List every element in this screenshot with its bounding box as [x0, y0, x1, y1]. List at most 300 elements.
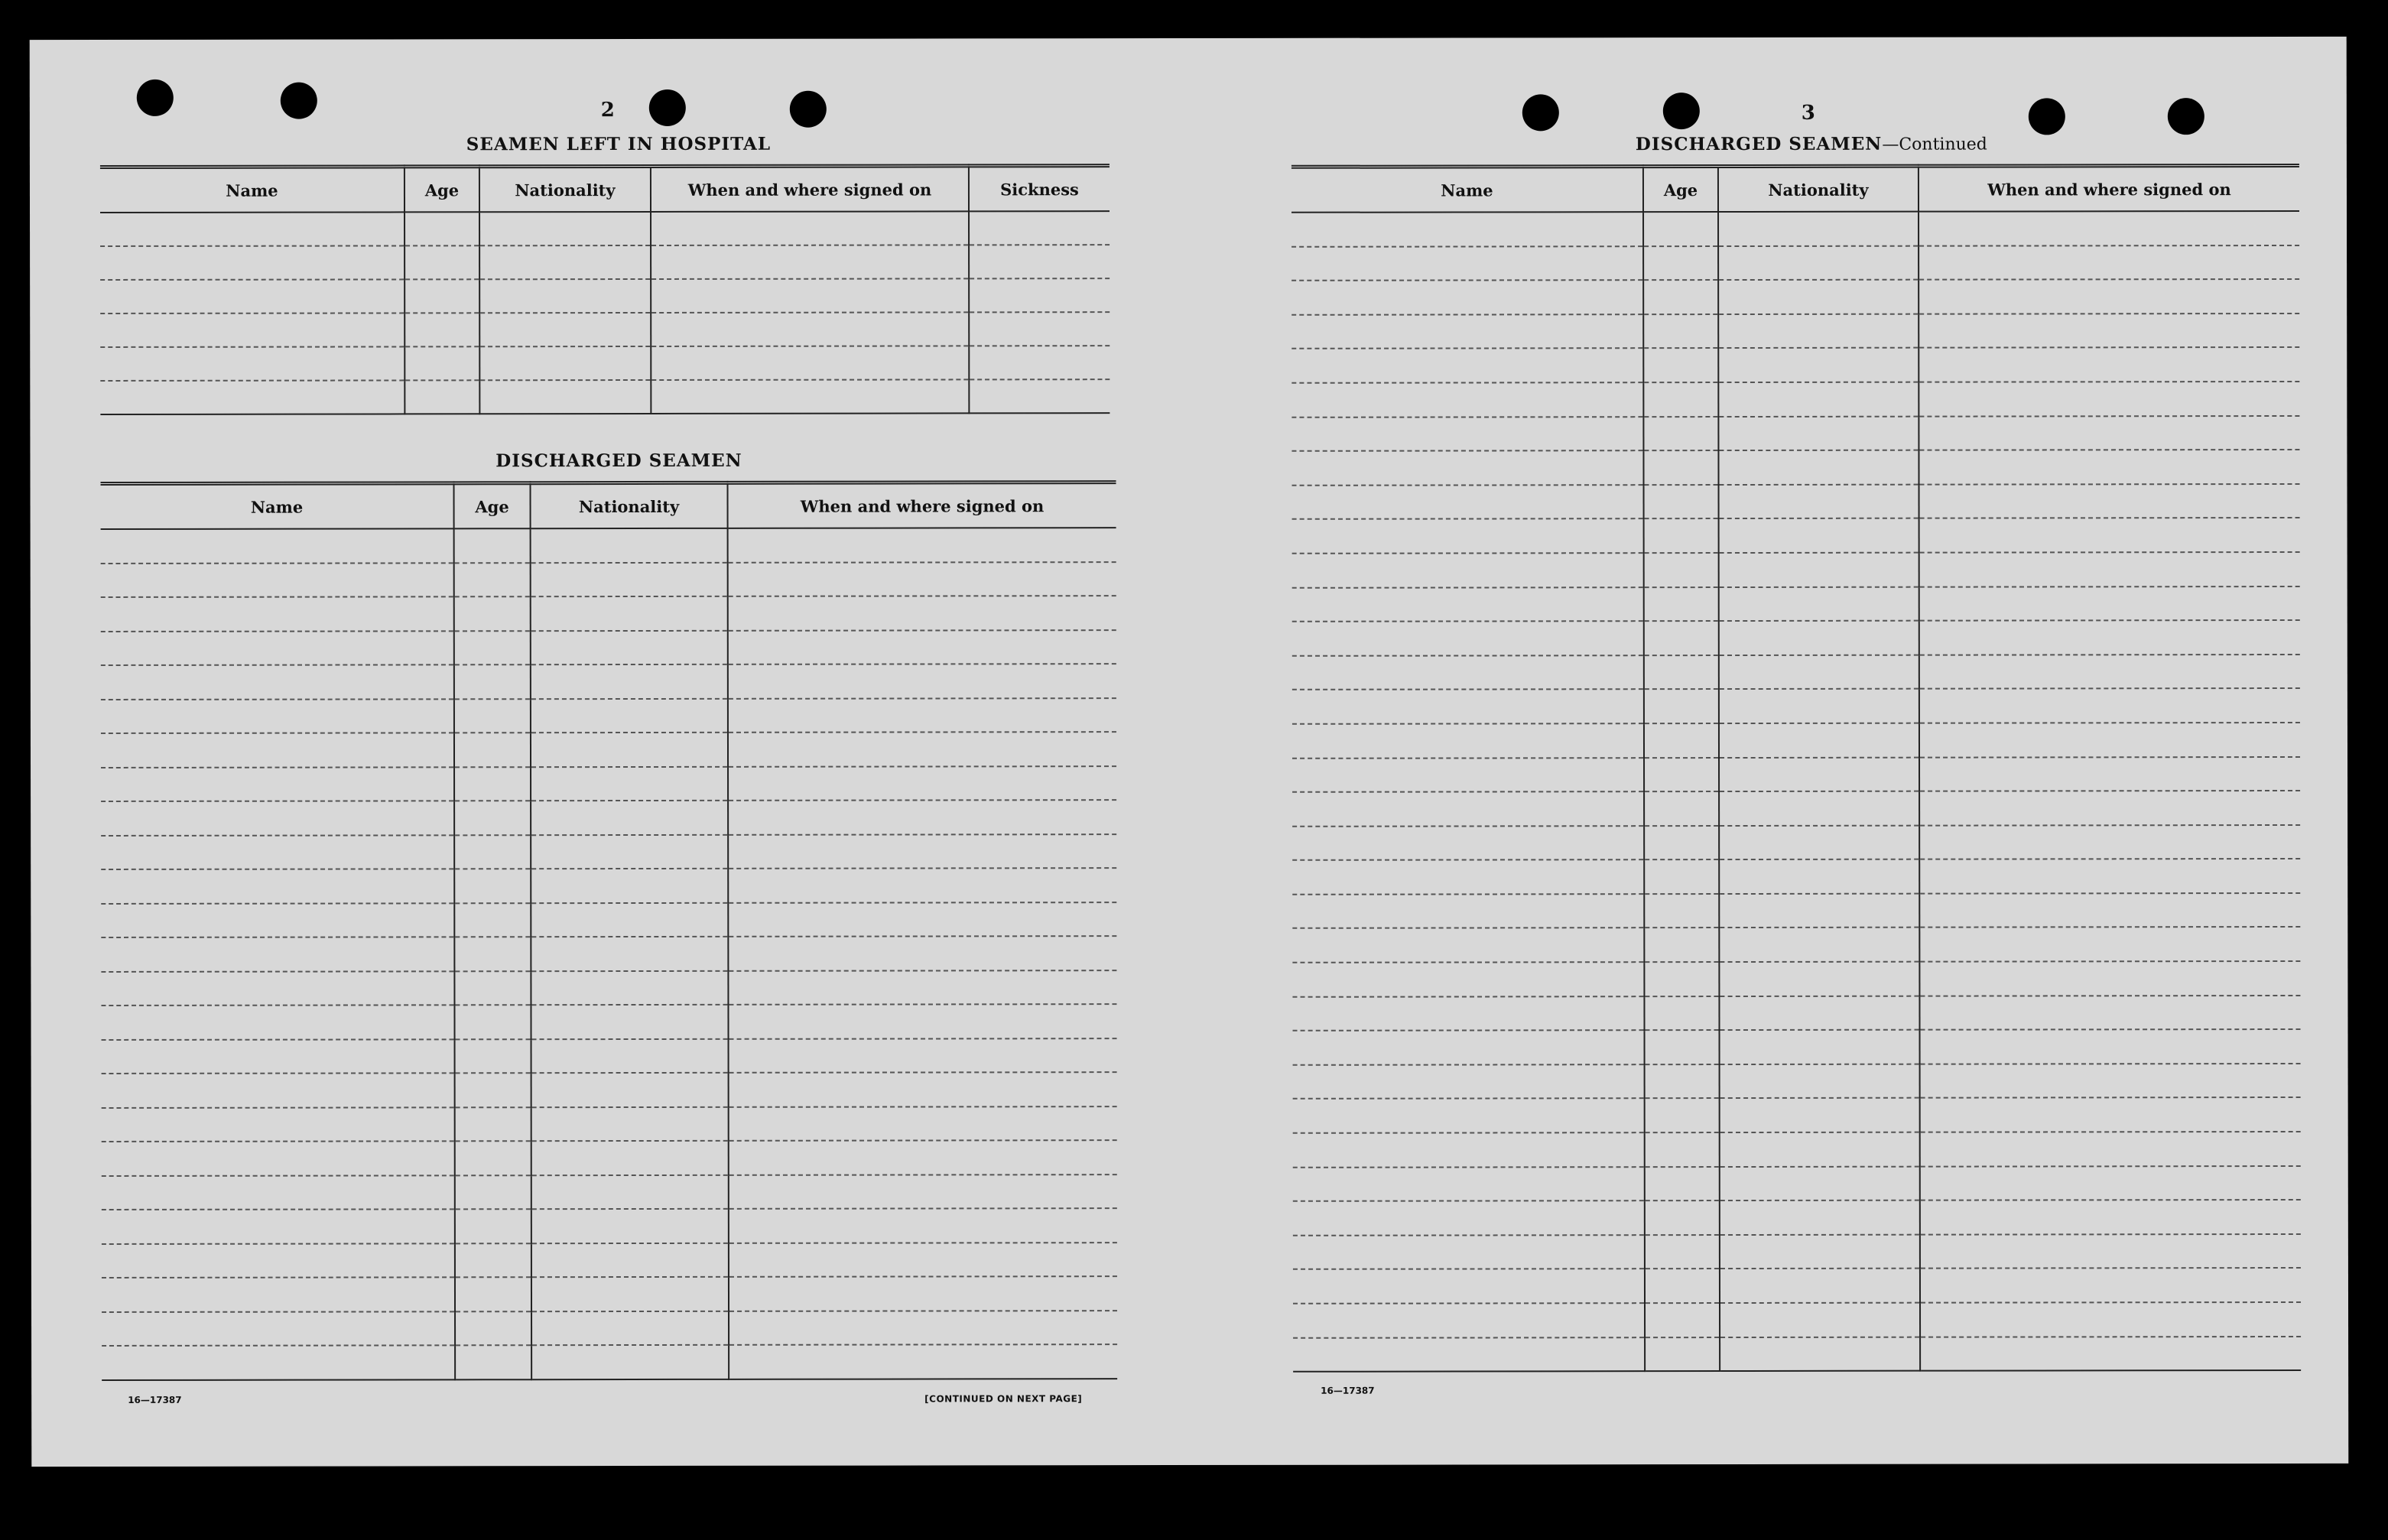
table-row	[102, 1140, 1117, 1175]
table-row	[101, 528, 1116, 563]
blank-cell	[531, 1243, 729, 1277]
blank-cell	[651, 245, 969, 279]
blank-cell	[1919, 484, 2300, 518]
blank-cell	[454, 528, 531, 563]
blank-cell	[1719, 825, 1919, 859]
blank-cell	[969, 346, 1110, 379]
blank-cell	[728, 596, 1116, 630]
blank-cell	[1719, 553, 1919, 587]
blank-cell	[1644, 518, 1719, 553]
blank-cell	[1919, 416, 2299, 450]
table-row	[1291, 416, 2299, 451]
blank-cell	[102, 1277, 455, 1311]
blank-cell	[454, 937, 531, 971]
blank-cell	[1645, 1030, 1720, 1064]
blank-cell	[1719, 484, 1919, 518]
blank-cell	[531, 1345, 729, 1379]
table-row	[101, 834, 1116, 869]
blank-cell	[1292, 723, 1644, 758]
table-row	[101, 698, 1116, 733]
table-row	[1292, 756, 2300, 791]
blank-cell	[100, 212, 404, 246]
blank-cell	[101, 767, 454, 801]
blank-cell	[1719, 518, 1919, 553]
table-row	[1292, 518, 2300, 553]
blank-cell	[531, 834, 728, 869]
blank-cell	[1719, 689, 1919, 723]
column-header-age: Age	[404, 167, 479, 213]
table-row	[102, 1276, 1117, 1311]
table-row	[1291, 279, 2299, 314]
blank-cell	[1719, 791, 1919, 826]
blank-cell	[101, 835, 454, 869]
blank-cell	[728, 868, 1116, 902]
blank-cell	[100, 380, 404, 414]
blank-cell	[1720, 1064, 1920, 1099]
blank-cell	[1293, 1269, 1645, 1304]
table-row	[1291, 314, 2299, 349]
blank-cell	[1644, 553, 1719, 587]
blank-cell	[1919, 211, 2299, 245]
blank-cell	[101, 631, 454, 665]
table-header-row	[1291, 165, 2299, 212]
blank-cell	[455, 1073, 531, 1107]
blank-cell	[1291, 349, 1643, 383]
table-row	[1292, 552, 2300, 587]
table-row	[101, 732, 1116, 767]
blank-cell	[1718, 450, 1919, 485]
blank-cell	[1919, 279, 2299, 314]
column-header-signed-on: When and where signed on	[651, 166, 969, 212]
blank-cell	[969, 312, 1110, 346]
blank-cell	[1719, 621, 1919, 655]
table-row	[102, 1344, 1117, 1379]
blank-cell	[1919, 382, 2299, 416]
blank-cell	[1920, 1200, 2301, 1234]
blank-cell	[455, 1277, 531, 1311]
table-row	[101, 562, 1116, 597]
blank-cell	[1643, 417, 1718, 451]
blank-cell	[1719, 586, 1919, 621]
blank-cell	[1919, 552, 2300, 586]
blank-cell	[531, 1277, 729, 1311]
blank-cell	[1644, 621, 1719, 655]
blank-cell	[1919, 655, 2300, 689]
blank-cell	[1919, 723, 2300, 757]
blank-cell	[455, 1209, 531, 1243]
column-header-sickness: Sickness	[969, 166, 1110, 212]
blank-cell	[969, 278, 1110, 312]
blank-cell	[455, 1345, 531, 1379]
blank-cell	[1719, 757, 1919, 791]
blank-cell	[101, 699, 454, 733]
blank-cell	[404, 212, 479, 245]
blank-cell	[728, 936, 1116, 970]
blank-cell	[651, 312, 969, 346]
blank-cell	[729, 1243, 1117, 1277]
form-code: 16—17387	[128, 1394, 182, 1405]
blank-cell	[531, 562, 728, 596]
title-suffix: —Continued	[1882, 135, 1987, 154]
blank-cell	[728, 834, 1116, 869]
blank-cell	[1919, 245, 2299, 280]
table-row	[102, 1106, 1117, 1142]
blank-cell	[531, 801, 728, 835]
table-row	[101, 868, 1116, 903]
table-row	[100, 346, 1110, 381]
blank-cell	[479, 313, 651, 346]
blank-cell	[1644, 826, 1719, 860]
blank-cell	[1919, 961, 2300, 996]
blank-cell	[1919, 314, 2299, 348]
table-row	[1293, 1234, 2301, 1269]
blank-cell	[1292, 655, 1644, 690]
column-header-signed-on: When and where signed on	[728, 482, 1116, 528]
blank-cell	[1920, 1132, 2301, 1166]
blank-cell	[1293, 1200, 1645, 1235]
column-header-name: Name	[1291, 167, 1643, 213]
table-header-row	[101, 482, 1116, 529]
blank-cell	[1292, 791, 1644, 826]
blank-cell	[651, 379, 969, 414]
table-row	[1292, 825, 2300, 860]
blank-cell	[1720, 1132, 1920, 1167]
blank-cell	[404, 313, 479, 346]
blank-cell	[1643, 314, 1718, 349]
blank-cell	[479, 380, 651, 414]
blank-cell	[454, 733, 531, 767]
blank-cell	[479, 245, 651, 279]
blank-cell	[1644, 758, 1719, 792]
blank-cell	[1645, 1337, 1720, 1372]
blank-cell	[728, 766, 1116, 801]
table-row	[101, 630, 1116, 665]
table-row	[101, 766, 1116, 801]
blank-cell	[1720, 1234, 1920, 1269]
discharged-section-title	[1574, 133, 2048, 154]
table-row	[101, 800, 1116, 835]
table-row	[1292, 655, 2300, 690]
table-row	[1292, 586, 2300, 622]
blank-cell	[728, 800, 1116, 834]
blank-cell	[969, 245, 1110, 278]
table-row	[1293, 1200, 2301, 1235]
blank-cell	[531, 970, 728, 1005]
blank-cell	[1920, 1234, 2301, 1269]
blank-cell	[1293, 1303, 1645, 1337]
column-header-nationality: Nationality	[479, 166, 651, 212]
table-row	[1292, 620, 2300, 655]
table-row	[1293, 1166, 2301, 1201]
blank-cell	[1292, 894, 1644, 928]
blank-cell	[1293, 1132, 1645, 1167]
blank-cell	[531, 902, 728, 937]
blank-cell	[531, 1005, 728, 1039]
blank-cell	[1718, 348, 1919, 382]
blank-cell	[1644, 894, 1719, 928]
blank-cell	[531, 1038, 729, 1073]
blank-cell	[1719, 655, 1919, 689]
blank-cell	[454, 835, 531, 869]
page-number: 3	[1801, 101, 1815, 125]
blank-cell	[1645, 1132, 1720, 1167]
blank-cell	[1919, 586, 2300, 621]
blank-cell	[1718, 212, 1919, 246]
blank-cell	[728, 970, 1116, 1005]
blank-cell	[729, 1072, 1117, 1106]
table-row	[101, 596, 1116, 631]
blank-cell	[100, 313, 404, 347]
blank-cell	[101, 528, 454, 563]
blank-cell	[1293, 1235, 1645, 1269]
blank-cell	[1643, 348, 1718, 382]
blank-cell	[1293, 1064, 1645, 1099]
blank-cell	[1919, 347, 2299, 382]
blank-cell	[454, 767, 531, 801]
blank-cell	[101, 563, 454, 597]
blank-cell	[1718, 416, 1919, 450]
table-row	[102, 1208, 1117, 1243]
blank-cell	[455, 1243, 531, 1278]
blank-cell	[454, 563, 531, 597]
blank-cell	[969, 211, 1110, 245]
blank-cell	[1292, 621, 1644, 655]
table-row	[1293, 1097, 2301, 1132]
blank-cell	[1292, 758, 1644, 792]
blank-cell	[454, 664, 531, 699]
blank-cell	[102, 1141, 455, 1175]
blank-cell	[729, 1106, 1117, 1141]
blank-cell	[101, 903, 454, 937]
blank-cell	[728, 698, 1116, 733]
blank-cell	[728, 562, 1116, 596]
blank-cell	[531, 1073, 729, 1107]
blank-cell	[1920, 1097, 2301, 1132]
discharged-table-continued	[1291, 164, 2301, 1373]
blank-cell	[1293, 1099, 1645, 1133]
blank-cell	[1644, 689, 1719, 723]
blank-cell	[1720, 1269, 1920, 1303]
blank-cell	[1291, 280, 1643, 314]
blank-cell	[1292, 962, 1644, 996]
blank-cell	[1644, 962, 1719, 996]
blank-cell	[102, 1175, 455, 1210]
table-row	[100, 278, 1110, 314]
table-row	[1293, 1302, 2301, 1337]
blank-cell	[1920, 1337, 2301, 1371]
table-row	[101, 664, 1116, 699]
table-row	[1293, 1064, 2301, 1099]
column-header-nationality: Nationality	[531, 482, 728, 528]
blank-cell	[101, 596, 454, 631]
discharged-table	[101, 480, 1118, 1380]
blank-cell	[1719, 962, 1919, 996]
table-row	[102, 1243, 1117, 1278]
blank-cell	[1719, 928, 1919, 962]
blank-cell	[1291, 450, 1643, 485]
blank-cell	[1720, 1303, 1920, 1337]
blank-cell	[454, 631, 531, 665]
blank-cell	[1292, 859, 1644, 894]
table-row	[1292, 791, 2300, 826]
blank-cell	[1292, 553, 1644, 587]
table-row	[1293, 1029, 2301, 1064]
blank-cell	[1920, 1166, 2301, 1200]
blank-cell	[1293, 1030, 1645, 1064]
continued-note: [CONTINUED ON NEXT PAGE]	[924, 1393, 1083, 1405]
blank-cell	[729, 1140, 1117, 1174]
page-number: 2	[600, 99, 615, 122]
blank-cell	[729, 1344, 1117, 1379]
table-row	[1292, 484, 2300, 519]
table-row	[1291, 347, 2299, 382]
blank-cell	[454, 699, 531, 733]
blank-cell	[1720, 1098, 1920, 1132]
blank-cell	[479, 346, 651, 380]
blank-cell	[728, 528, 1116, 562]
blank-cell	[102, 1107, 455, 1142]
table-row	[102, 1038, 1117, 1074]
table-row	[1292, 688, 2300, 723]
blank-cell	[1643, 280, 1718, 314]
blank-cell	[1292, 826, 1644, 860]
table-row	[100, 211, 1110, 246]
blank-cell	[1644, 996, 1719, 1031]
blank-cell	[454, 903, 531, 937]
blank-cell	[729, 1311, 1117, 1345]
blank-cell	[1291, 246, 1643, 281]
table-row	[1292, 723, 2300, 758]
blank-cell	[455, 1107, 531, 1142]
blank-cell	[1293, 1337, 1645, 1372]
blank-cell	[1644, 859, 1719, 894]
table-row	[1291, 450, 2299, 485]
table-row	[1293, 1132, 2301, 1167]
blank-cell	[1919, 893, 2300, 928]
blank-cell	[102, 1039, 455, 1074]
blank-cell	[101, 801, 454, 835]
table-row	[102, 1174, 1117, 1210]
blank-cell	[1291, 382, 1643, 417]
column-header-age: Age	[454, 483, 531, 529]
column-header-signed-on: When and where signed on	[1919, 165, 2299, 211]
blank-cell	[531, 733, 728, 767]
table-row	[1292, 893, 2300, 928]
blank-cell	[728, 902, 1116, 937]
blank-cell	[1644, 655, 1719, 690]
table-header-row	[100, 166, 1110, 213]
blank-cell	[651, 278, 969, 313]
table-row	[102, 1311, 1117, 1346]
blank-cell	[1919, 450, 2299, 484]
table-row	[102, 1072, 1117, 1107]
table-row	[1292, 859, 2300, 894]
blank-cell	[100, 346, 404, 381]
blank-cell	[1644, 928, 1719, 963]
blank-cell	[1718, 245, 1919, 280]
blank-cell	[1720, 1337, 1920, 1371]
blank-cell	[1643, 450, 1718, 485]
table-row	[1292, 927, 2300, 962]
blank-cell	[1645, 1064, 1720, 1099]
blank-cell	[1292, 519, 1644, 554]
blank-cell	[531, 698, 728, 733]
table-row	[1291, 245, 2299, 281]
blank-cell	[1292, 689, 1644, 723]
blank-cell	[1293, 1167, 1645, 1201]
blank-cell	[969, 379, 1110, 413]
blank-cell	[1920, 1064, 2301, 1098]
left-page	[30, 38, 1225, 1467]
blank-cell	[728, 630, 1116, 664]
blank-cell	[728, 732, 1116, 766]
title-text: DISCHARGED SEAMEN	[1635, 133, 1883, 155]
blank-cell	[531, 664, 728, 699]
blank-cell	[531, 528, 728, 563]
blank-cell	[1920, 1029, 2301, 1064]
blank-cell	[455, 1175, 531, 1210]
blank-cell	[1645, 1200, 1720, 1235]
table-row	[1291, 211, 2299, 246]
blank-cell	[479, 212, 651, 245]
blank-cell	[1719, 996, 1919, 1030]
table-row	[101, 902, 1116, 937]
hospital-section-title: SEAMEN LEFT IN HOSPITAL	[466, 133, 772, 155]
blank-cell	[531, 1174, 729, 1209]
blank-cell	[531, 596, 728, 631]
blank-cell	[454, 801, 531, 835]
blank-cell	[454, 596, 531, 631]
blank-cell	[101, 733, 454, 767]
blank-cell	[404, 279, 479, 313]
blank-cell	[729, 1276, 1117, 1311]
blank-cell	[1920, 1302, 2301, 1337]
blank-cell	[1919, 927, 2300, 961]
blank-cell	[1719, 894, 1919, 928]
blank-cell	[531, 937, 728, 971]
table-row	[100, 379, 1110, 414]
blank-cell	[531, 1141, 729, 1175]
blank-cell	[1644, 485, 1719, 519]
blank-cell	[1645, 1098, 1720, 1132]
blank-cell	[728, 664, 1116, 698]
table-row	[1292, 961, 2300, 996]
blank-cell	[729, 1038, 1117, 1073]
blank-cell	[454, 1005, 531, 1039]
blank-cell	[1644, 723, 1719, 758]
blank-cell	[1919, 859, 2300, 893]
blank-cell	[1919, 518, 2300, 552]
blank-cell	[454, 971, 531, 1006]
blank-cell	[1645, 1269, 1720, 1303]
blank-cell	[1644, 587, 1719, 622]
blank-cell	[100, 245, 404, 280]
blank-cell	[455, 1311, 531, 1346]
blank-cell	[1720, 1030, 1920, 1064]
blank-cell	[531, 1311, 729, 1345]
blank-cell	[531, 766, 728, 801]
blank-cell	[1292, 928, 1644, 963]
blank-cell	[1291, 212, 1643, 246]
table-row	[100, 245, 1110, 280]
blank-cell	[531, 869, 728, 903]
blank-cell	[531, 1209, 729, 1243]
table-row	[1291, 382, 2299, 417]
column-header-nationality: Nationality	[1718, 166, 1919, 212]
form-code: 16—17387	[1321, 1385, 1375, 1396]
blank-cell	[101, 664, 454, 699]
blank-cell	[454, 869, 531, 903]
